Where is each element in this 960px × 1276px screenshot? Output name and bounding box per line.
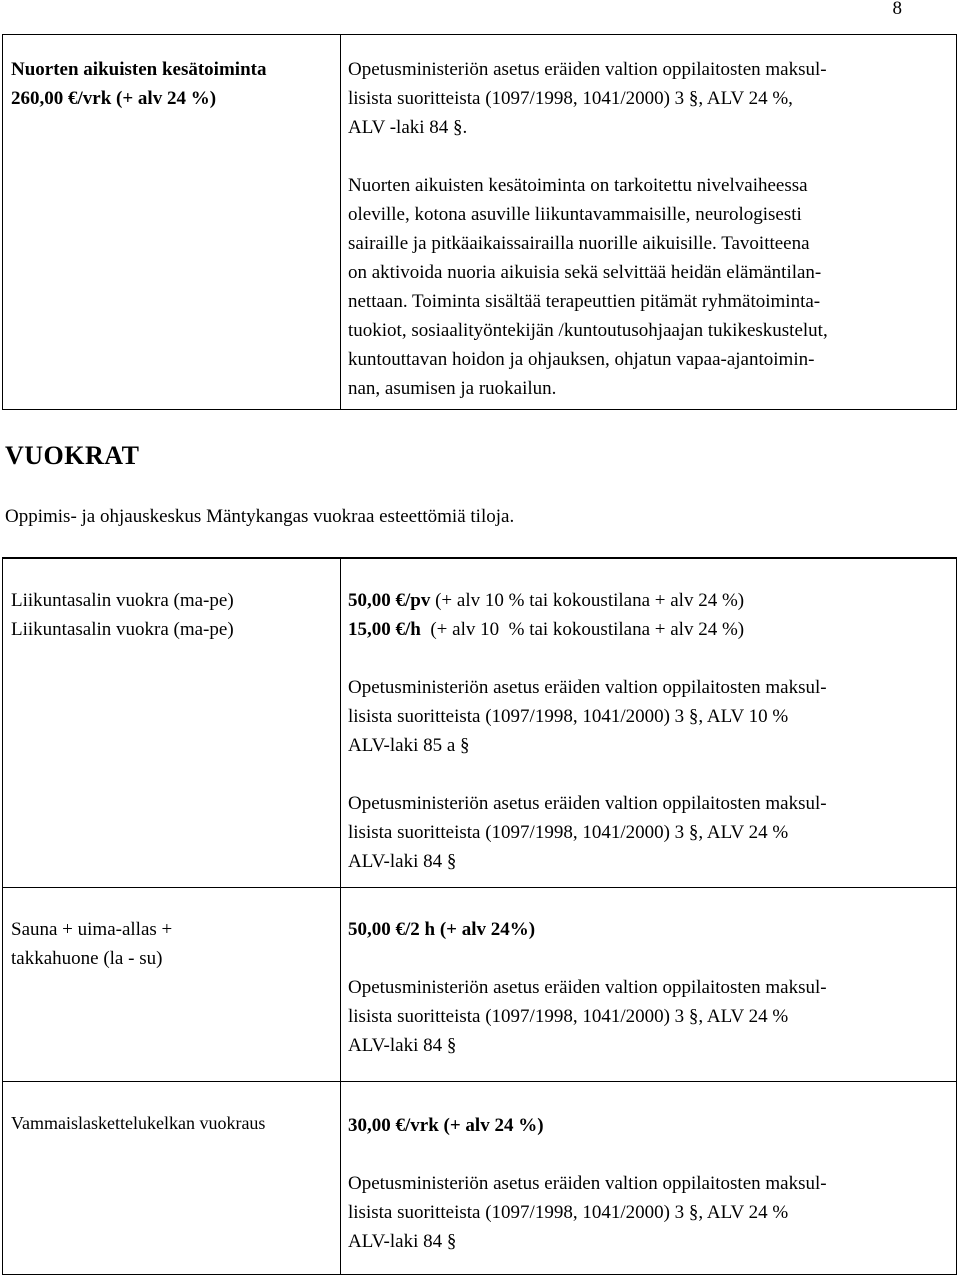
gym-hourly-label: Liikuntasalin vuokra (ma-pe) — [11, 619, 234, 640]
page-number: 8 — [892, 0, 902, 19]
summer-activity-name: Nuorten aikuisten kesätoiminta — [11, 59, 267, 80]
summer-activity-price: 260,00 €/vrk (+ alv 24 %) — [11, 88, 217, 109]
rental-row-gym — [3, 558, 956, 887]
sauna-label-line1: Sauna + uima-allas + — [11, 919, 173, 940]
summer-activity-description: Nuorten aikuisten kesätoiminta on tarkoitettu nivelvaiheessa oleville, kotona asuville liikuntavammaisille, neurologisesti sairaille ja pitkäaikaissairailla nuorille aikuisille. Tavoitteena on aktivoida nuoria aikuisia sekä selvittää heidän elämäntilan- nettaan. Toiminta sisältää terapeuttien pitämät ryhmätoiminta- tuokiot, sosiaalityöntekijän /kuntoutusohjaajan tukikeskustelut, kuntouttavan hoidon ja ohjauksen, ohjatun vapaa-ajantoimin- nan, asumisen ja ruokailun. — [348, 175, 828, 399]
sauna-label-cell — [11, 915, 331, 973]
gym-details-cell — [348, 586, 948, 876]
summer-activity-details-cell — [348, 55, 948, 403]
sauna-details-cell — [348, 915, 948, 1060]
sauna-legal-reference: Opetusministeriön asetus eräiden valtion oppilaitosten maksul- lisista suoritteista (1097/1998, 1041/2000) 3 §, ALV 24 % ALV-laki 84 § — [348, 977, 827, 1056]
gym-daily-price — [348, 586, 948, 615]
rentals-table — [2, 557, 957, 1275]
gym-legal-reference-vat10: Opetusministeriön asetus eräiden valtion oppilaitosten maksul- lisista suoritteista (1097/1998, 1041/2000) 3 §, ALV 10 % ALV-laki 85 a § — [348, 677, 827, 756]
sled-price: 30,00 €/vrk (+ alv 24 %) — [348, 1115, 544, 1136]
sled-label: Vammaislaskettelukelkan vuokraus — [11, 1113, 266, 1133]
sled-details-cell — [348, 1111, 948, 1256]
sled-label-cell — [11, 1109, 331, 1138]
section-heading: VUOKRAT — [5, 441, 140, 470]
sauna-label-line2: takkahuone (la - su) — [11, 948, 163, 969]
gym-daily-label: Liikuntasalin vuokra (ma-pe) — [11, 590, 234, 611]
column-divider — [340, 35, 341, 409]
summer-activity-legal-reference: Opetusministeriön asetus eräiden valtion oppilaitosten maksul- lisista suoritteista (1097/1998, 1041/2000) 3 §, ALV 24 %, ALV -laki 84 §. — [348, 59, 827, 138]
summer-activity-title-cell — [11, 55, 331, 113]
gym-label-cell — [11, 586, 331, 644]
gym-hourly-price — [348, 615, 948, 644]
gym-legal-reference-vat24: Opetusministeriön asetus eräiden valtion oppilaitosten maksul- lisista suoritteista (1097/1998, 1041/2000) 3 §, ALV 24 % ALV-laki 84 § — [348, 793, 827, 872]
sled-legal-reference: Opetusministeriön asetus eräiden valtion oppilaitosten maksul- lisista suoritteista (1097/1998, 1041/2000) 3 §, ALV 24 % ALV-laki 84 § — [348, 1173, 827, 1252]
summer-activity-table — [2, 34, 957, 410]
gym-hourly-vat-note: (+ alv 10 % tai kokoustilana + alv 24 %) — [420, 619, 745, 640]
section-intro: Oppimis- ja ohjauskeskus Mäntykangas vuokraa esteettömiä tiloja. — [5, 506, 515, 527]
gym-hourly-amount: 15,00 €/h — [348, 619, 421, 640]
gym-daily-vat-note: (+ alv 10 % tai kokoustilana + alv 24 %) — [430, 590, 745, 611]
rental-row-sauna — [3, 887, 956, 1081]
rental-row-sled — [3, 1081, 956, 1273]
gym-daily-amount: 50,00 €/pv — [348, 590, 431, 611]
sauna-price: 50,00 €/2 h (+ alv 24%) — [348, 919, 536, 940]
